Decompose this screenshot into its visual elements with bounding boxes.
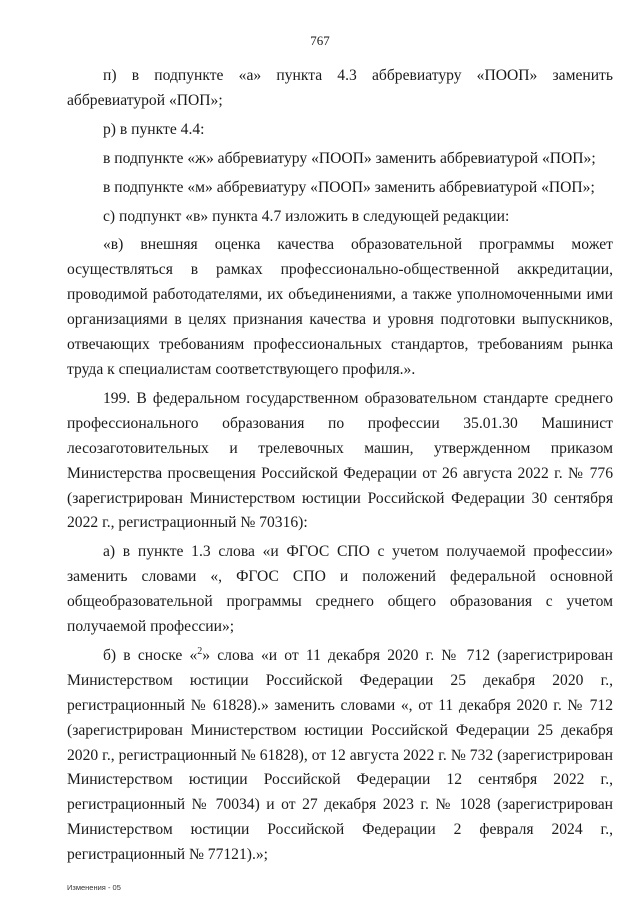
page-number: 767 <box>310 33 330 48</box>
footer-note: Изменения - 05 <box>67 883 121 892</box>
paragraph-zh: в подпункте «ж» аббревиатуру «ПООП» заменить аббревиатурой «ПОП»; <box>103 149 596 167</box>
paragraph-r: р) в пункте 4.4: <box>103 120 205 138</box>
paragraph-199: 199. В федеральном государственном образовательном стандарте среднего профессионального образования по профессии 35.01.30 Машинист лесозаготовительных и трелевочных машин, утвержденном приказом Министерства просвещения Российской Федерации от 26 августа 2022 г. № 776 (зарегистрирован Министерством юстиции Российской Федерации 30 сентября 2022 г., регистрационный № 70316): <box>67 389 613 532</box>
paragraph-s: с) подпункт «в» пункта 4.7 изложить в следующей редакции: <box>103 207 510 225</box>
paragraph-b-rest: » слова «и от 11 декабря 2020 г. № 712 (зарегистрирован Министерством юстиции Российской Федерации 25 декабря 2020 г., регистрационный № 61828).» заменить словами «, от 11 декабря 2020 г. № 712 (зарегистрирован Министерством юстиции Российской Федерации 25 декабря 2020 г., регистрационный № 61828), от 12 августа 2022 г. № 732 (зарегистрирован Министерством юстиции Российской Федерации 12 сентября 2022 г., регистрационный № 70034) и от 27 декабря 2023 г. № 1028 (зарегистрирован Министерством юстиции Российской Федерации 2 февраля 2024 г., регистрационный № 77121).»; <box>67 646 613 864</box>
paragraph-quote: «в) внешняя оценка качества образовательной программы может осуществляться в рамках профессионально-общественной аккредитации, проводимой работодателями, их объединениями, а также уполномоченными ими организациями в целях признания качества и уровня подготовки выпускников, отвечающих требованиям профессиональных стандартов, требованиям рынка труда к специалистам соответствующего профиля.». <box>67 236 613 378</box>
paragraph-b-start: б) в сноске « <box>103 646 198 664</box>
footnote-superscript: 2 <box>197 645 203 657</box>
paragraph-a: а) в пункте 1.3 слова «и ФГОС СПО с учетом получаемой профессии» заменить словами «, ФГОС СПО и положений федеральной основной общеобразовательной программы среднего общего образования с учетом получаемой профессии»; <box>67 543 613 636</box>
document-body <box>67 64 613 868</box>
paragraph-p: п) в подпункте «а» пункта 4.3 аббревиатуру «ПООП» заменить аббревиатурой «ПОП»; <box>67 67 613 109</box>
paragraph-m: в подпункте «м» аббревиатуру «ПООП» заменить аббревиатурой «ПОП»; <box>103 178 595 196</box>
paragraph-b <box>67 644 613 868</box>
